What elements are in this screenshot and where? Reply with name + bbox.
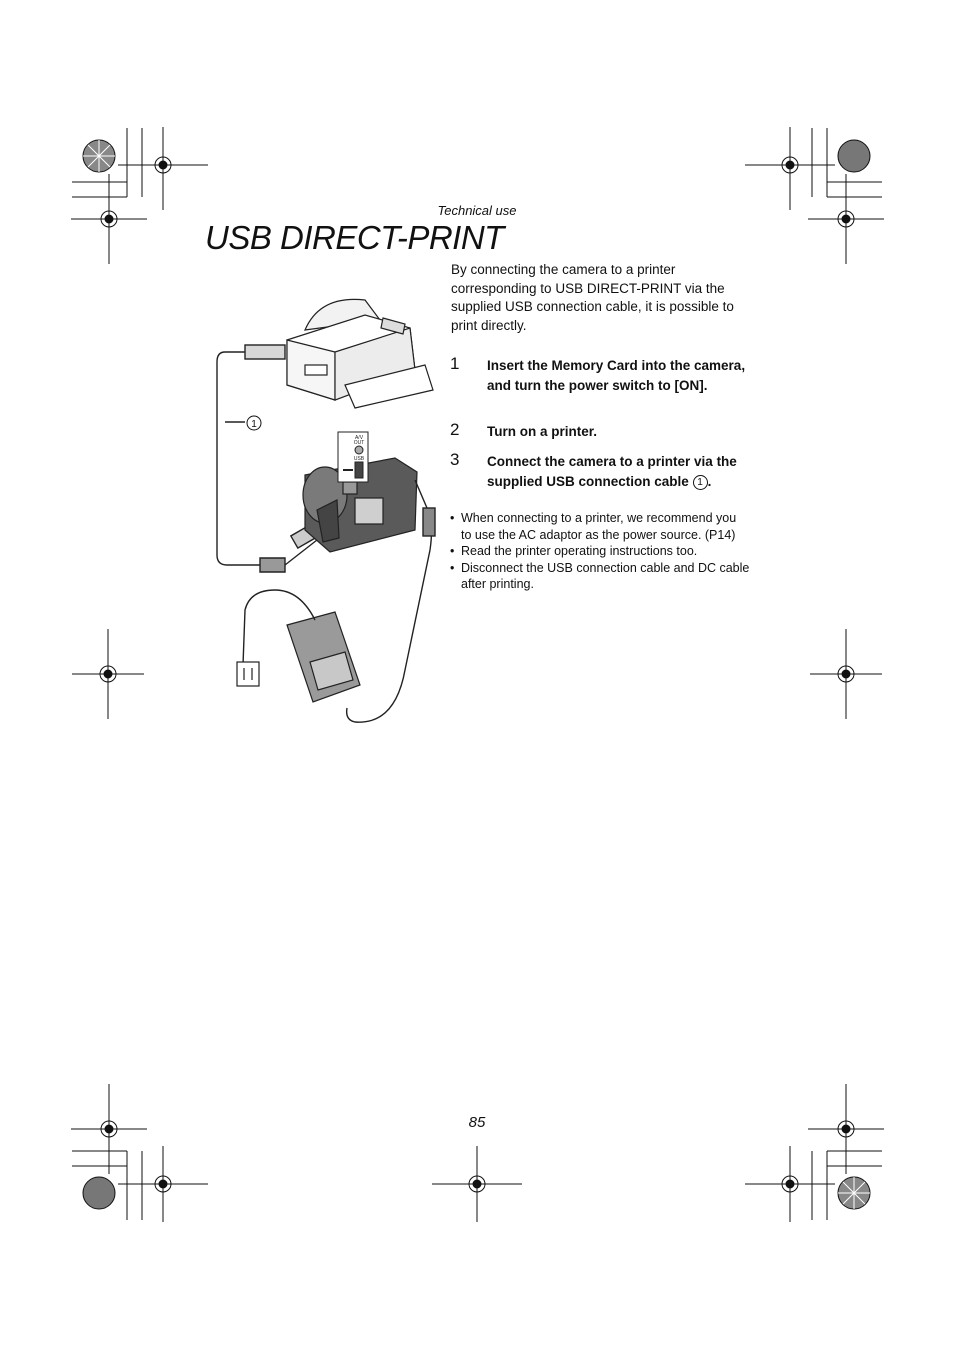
step-number: 1: [450, 354, 460, 373]
note-item: [450, 543, 750, 560]
notes-list: [450, 510, 750, 593]
callout-number: 1: [251, 419, 257, 430]
page-number: 85: [468, 1114, 486, 1131]
note-item: [450, 560, 750, 593]
bullet: •: [450, 560, 455, 575]
note-item: [450, 510, 750, 543]
bullet: •: [450, 511, 455, 525]
cable-reference-marker: 1: [693, 475, 708, 490]
printer-illustration: [287, 299, 433, 408]
intro-paragraph: By connecting the camera to a printer corresponding to USB DIRECT-PRINT via the supplied USB connection cable, it is possible to print directly.: [451, 262, 734, 333]
ac-adaptor-illustration: [237, 590, 360, 702]
page-title: USB DIRECT-PRINT: [205, 219, 504, 256]
svg-text:USB: USB: [353, 456, 365, 462]
note-text: Read the printer operating instructions too.: [461, 544, 698, 558]
step-text: [487, 452, 757, 491]
step-number: 2: [450, 420, 460, 439]
step-text: Insert the Memory Card into the camera, and turn the power switch to [ON].: [487, 358, 746, 393]
note-text: Disconnect the USB connection cable and DC cable after printing.: [461, 560, 750, 591]
step-text-body: Connect the camera to a printer via the supplied USB connection cable: [487, 454, 737, 489]
section-label: Technical use: [437, 203, 517, 218]
step-text: Turn on a printer.: [487, 424, 598, 439]
step-text-end: .: [707, 473, 712, 489]
step-number: 3: [450, 450, 460, 469]
note-text: When connecting to a printer, we recommend you to use the AC adaptor as the power source. (P14): [461, 511, 737, 542]
svg-text:OUT: OUT: [353, 440, 365, 446]
svg-text:A/V: A/V: [354, 435, 364, 441]
bullet: •: [450, 544, 455, 558]
cable-callout-marker: [247, 416, 261, 430]
usb-connection-illustration: [205, 290, 450, 730]
port-inset: [338, 432, 368, 482]
